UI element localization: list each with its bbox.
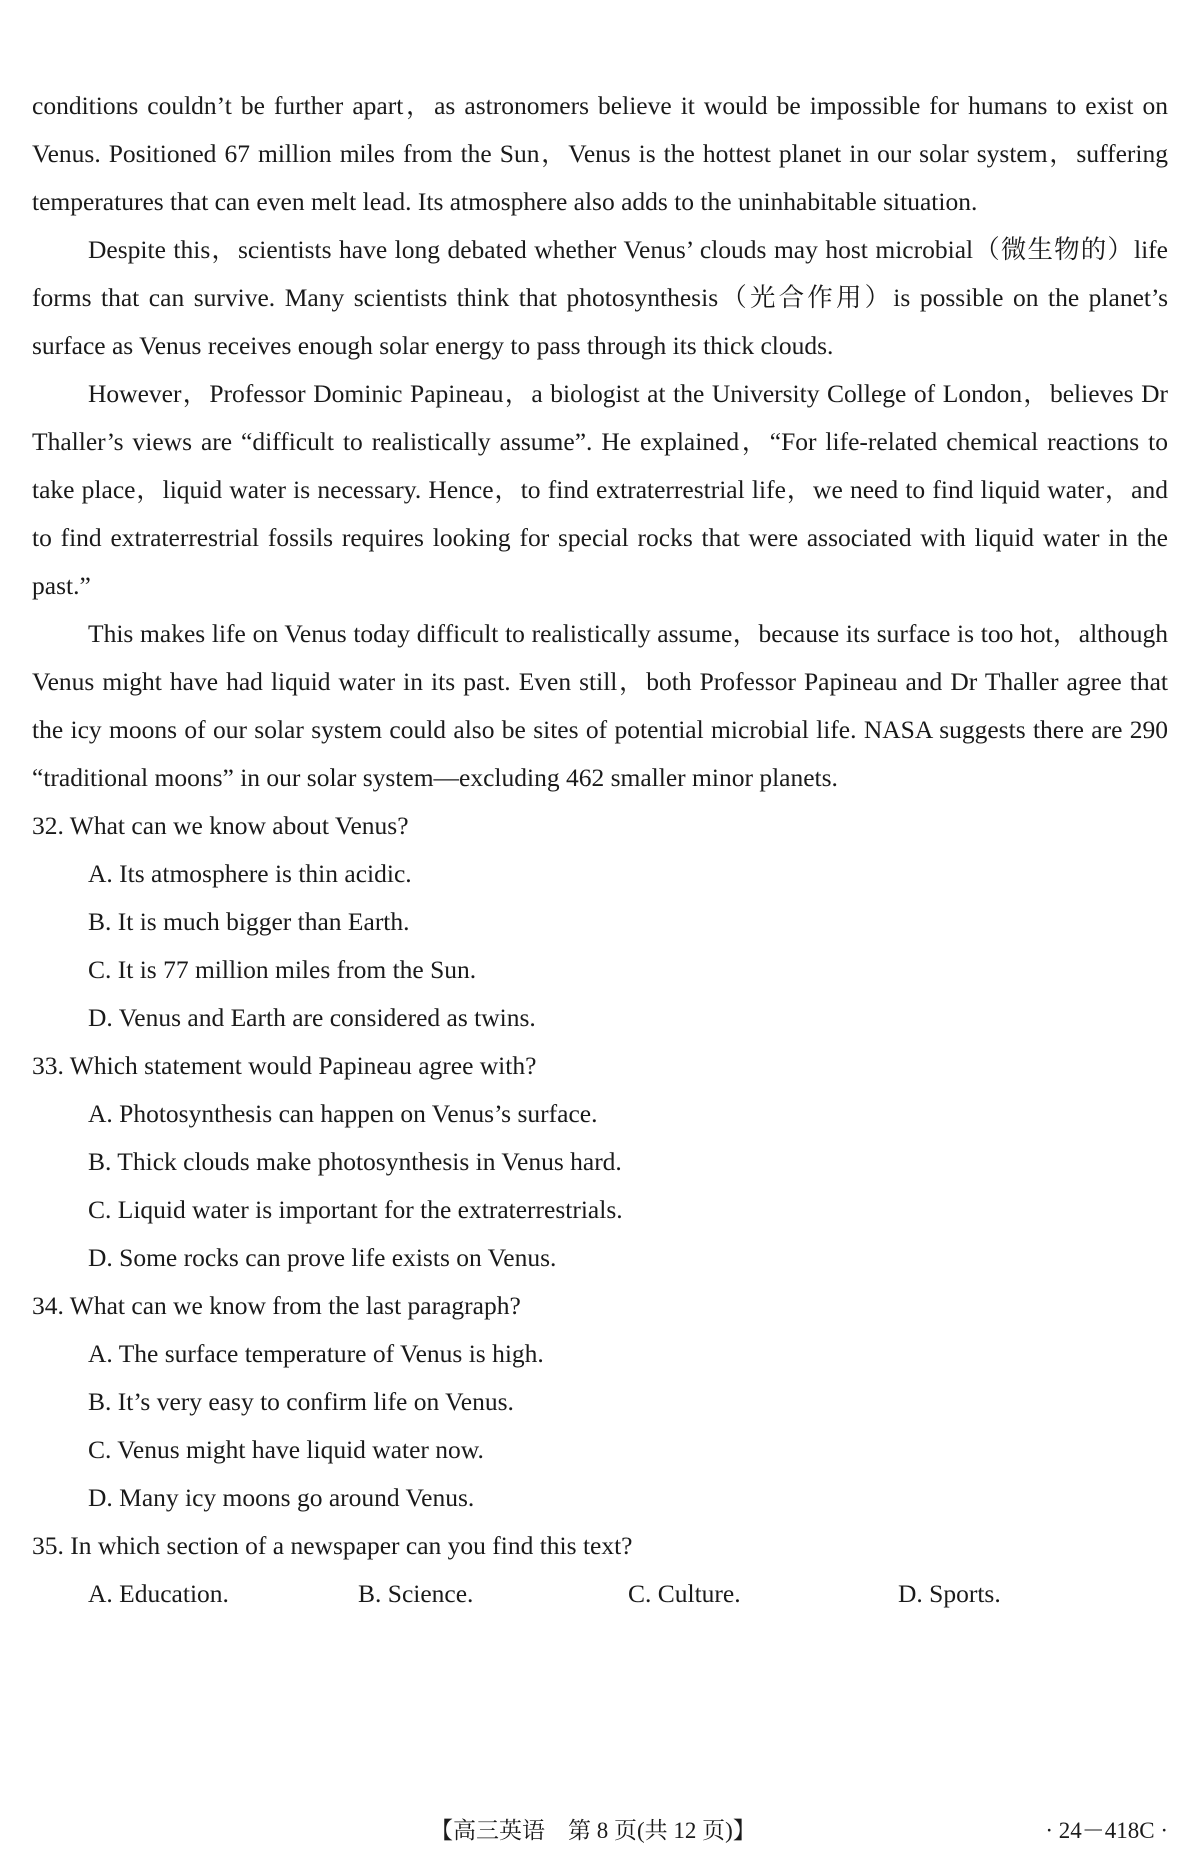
option-a: A. Its atmosphere is thin acidic. xyxy=(88,859,412,888)
question-33 xyxy=(32,1042,1168,1282)
option-a: A. The surface temperature of Venus is high. xyxy=(88,1339,544,1368)
passage-paragraph-2: Despite this，scientists have long debated whether Venus’ clouds may host microbial（微生物的）life forms that can survive. Many scientists think that photosynthesis（光合作用）is possible on the planet’s surface as Venus receives enough solar energy to pass through its thick clouds. xyxy=(32,235,1168,360)
option-d: D. Venus and Earth are considered as twins. xyxy=(88,1003,536,1032)
option-b: B. It’s very easy to confirm life on Venus. xyxy=(88,1387,514,1416)
question-stem: 34. What can we know from the last paragraph? xyxy=(32,1291,521,1320)
option-d: D. Many icy moons go around Venus. xyxy=(88,1483,475,1512)
page-content xyxy=(32,82,1168,1618)
question-stem: 35. In which section of a newspaper can you find this text? xyxy=(32,1531,633,1560)
option-b: B. Thick clouds make photosynthesis in Venus hard. xyxy=(88,1147,622,1176)
option-b: B. It is much bigger than Earth. xyxy=(88,907,410,936)
question-stem: 33. Which statement would Papineau agree with? xyxy=(32,1051,537,1080)
options-row xyxy=(32,1570,1168,1618)
question-32 xyxy=(32,802,1168,1042)
paper-code: · 24－418C · xyxy=(1045,1818,1168,1843)
page-number-label: 【高三英语 第 8 页(共 12 页)】 xyxy=(430,1818,756,1843)
question-34 xyxy=(32,1282,1168,1522)
option-d: D. Sports. xyxy=(898,1579,1001,1608)
option-d: D. Some rocks can prove life exists on Venus. xyxy=(88,1243,557,1272)
passage-paragraph-3: However，Professor Dominic Papineau，a biologist at the University College of London，believes Dr Thaller’s views are “difficult to realistically assume”. He explained，“For life-related chemical reactions to take place，liquid water is necessary. Hence，to find extraterrestrial life，we need to find liquid water，and to find extraterrestrial fossils requires looking for special rocks that were associated with liquid water in the past.” xyxy=(32,379,1168,600)
option-c: C. Culture. xyxy=(628,1579,741,1608)
question-35 xyxy=(32,1522,1168,1618)
option-b: B. Science. xyxy=(358,1579,474,1608)
option-c: C. Liquid water is important for the extraterrestrials. xyxy=(88,1195,623,1224)
option-a: A. Education. xyxy=(88,1579,229,1608)
option-a: A. Photosynthesis can happen on Venus’s surface. xyxy=(88,1099,598,1128)
passage-paragraph-1: conditions couldn’t be further apart，as astronomers believe it would be impossible for humans to exist on Venus. Positioned 67 million miles from the Sun，Venus is the hottest planet in our solar system，suffering temperatures that can even melt lead. Its atmosphere also adds to the uninhabitable situation. xyxy=(32,91,1168,216)
passage-paragraph-4: This makes life on Venus today difficult to realistically assume，because its surface is too hot，although Venus might have had liquid water in its past. Even still，both Professor Papineau and Dr Thaller agree that the icy moons of our solar system could also be sites of potential microbial life. NASA suggests there are 290 “traditional moons” in our solar system—excluding 462 smaller minor planets. xyxy=(32,619,1168,792)
question-stem: 32. What can we know about Venus? xyxy=(32,811,409,840)
page-footer xyxy=(0,1812,1200,1848)
option-c: C. It is 77 million miles from the Sun. xyxy=(88,955,477,984)
option-c: C. Venus might have liquid water now. xyxy=(88,1435,484,1464)
